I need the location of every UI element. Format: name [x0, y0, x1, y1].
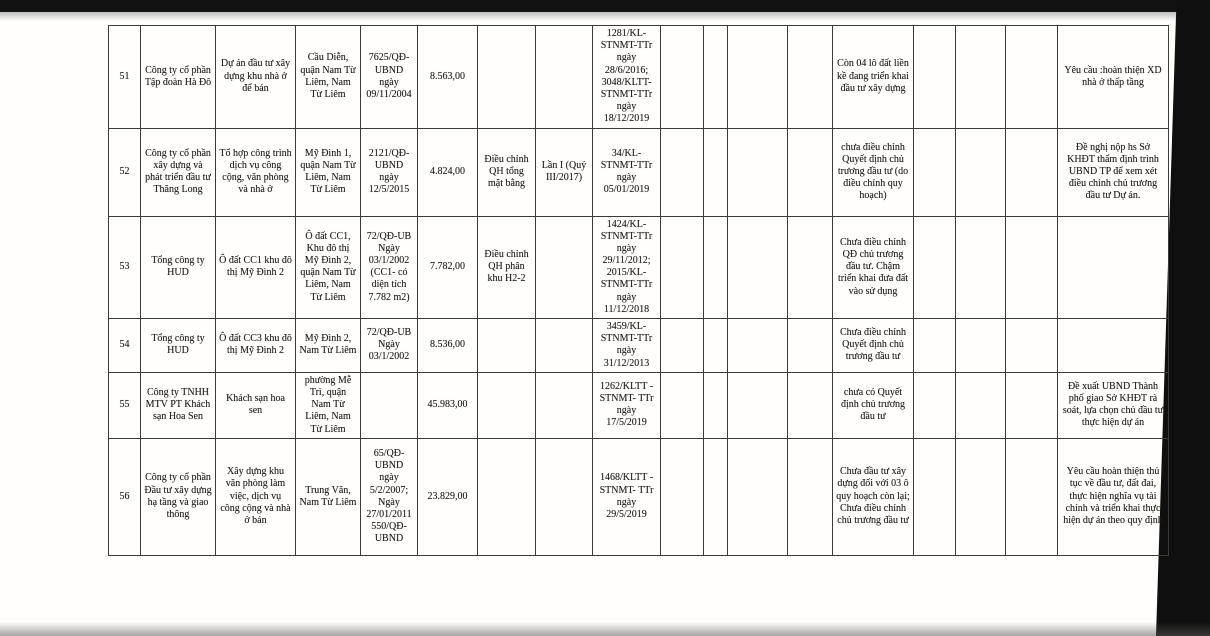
table-row	[109, 372, 1169, 438]
table-cell	[536, 216, 593, 319]
table-cell	[914, 26, 956, 129]
table-cell: chưa có Quyết định chủ trương đầu tư	[833, 372, 914, 438]
table-cell: Mỹ Đình 1, quận Nam Từ Liêm, Nam Từ Liêm	[296, 128, 361, 216]
table-cell	[956, 128, 1006, 216]
table-cell	[788, 372, 833, 438]
table-cell: Trung Văn, Nam Từ Liêm	[296, 438, 361, 555]
table-cell	[478, 372, 536, 438]
table-cell: Chưa điều chỉnh QĐ chủ trương đầu tư. Chậm triển khai đưa đất vào sử dụng	[833, 216, 914, 319]
table-cell: Công ty TNHH MTV PT Khách sạn Hoa Sen	[141, 372, 216, 438]
table-cell	[536, 438, 593, 555]
table-cell	[704, 438, 728, 555]
table-cell: 2121/QĐ-UBND ngày 12/5/2015	[361, 128, 418, 216]
table-cell: Chưa điều chỉnh Quyết định chủ trương đầu tư	[833, 319, 914, 373]
scan-bottom-shadow-artifact	[0, 622, 1210, 636]
table-cell: Công ty cổ phần Đầu tư xây dựng hạ tầng và giao thông	[141, 438, 216, 555]
table-cell	[536, 26, 593, 129]
table-cell: Ô đất CC1, Khu đô thị Mỹ Đình 2, quận Nam Từ Liêm, Nam Từ Liêm	[296, 216, 361, 319]
table-cell	[914, 216, 956, 319]
row-number-cell: 52	[109, 128, 141, 216]
table-cell: Đề xuất UBND Thành phố giao Sở KHĐT rà soát, lựa chọn chủ đầu tư thực hiện dự án	[1058, 372, 1169, 438]
table-cell: 45.983,00	[418, 372, 478, 438]
table-cell: 1424/KL-STNMT-TTr ngày 29/11/2012; 2015/KL-STNMT-TTr ngày 11/12/2018	[593, 216, 661, 319]
table-cell	[788, 438, 833, 555]
table-body	[109, 26, 1169, 556]
table-cell	[1058, 216, 1169, 319]
row-number-cell: 54	[109, 319, 141, 373]
table-cell	[788, 26, 833, 129]
table-cell: 4.824,00	[418, 128, 478, 216]
table-cell: Công ty cổ phần Tập đoàn Hà Đô	[141, 26, 216, 129]
table-cell	[661, 372, 704, 438]
table-cell	[478, 26, 536, 129]
table-cell	[788, 319, 833, 373]
table-cell: Đề nghị nộp hs Sở KHĐT thẩm định trình UBND TP để xem xét điều chỉnh chủ trương đầu tư Dự án.	[1058, 128, 1169, 216]
table-cell: 7.782,00	[418, 216, 478, 319]
table-cell	[728, 216, 788, 319]
projects-table	[108, 25, 1169, 556]
table-cell	[661, 26, 704, 129]
table-cell	[728, 372, 788, 438]
table-cell	[661, 128, 704, 216]
table-cell: 65/QĐ-UBND ngày 5/2/2007; Ngày 27/01/2011 550/QĐ-UBND	[361, 438, 418, 555]
table-cell	[661, 216, 704, 319]
table-cell: 8.563,00	[418, 26, 478, 129]
table-cell	[361, 372, 418, 438]
table-row	[109, 438, 1169, 555]
table-cell	[728, 26, 788, 129]
table-row	[109, 216, 1169, 319]
row-number-cell: 53	[109, 216, 141, 319]
table-cell: Mỹ Đình 2, Nam Từ Liêm	[296, 319, 361, 373]
table-cell	[704, 216, 728, 319]
table-cell	[914, 319, 956, 373]
table-cell: 1281/KL-STNMT-TTr ngày 28/6/2016; 3048/KLTT-STNMT-TTr ngày 18/12/2019	[593, 26, 661, 129]
table-cell: Công ty cổ phần xây dựng và phát triển đầu tư Thăng Long	[141, 128, 216, 216]
table-cell: 1262/KLTT -STNMT- TTr ngày 17/5/2019	[593, 372, 661, 438]
table-cell	[788, 128, 833, 216]
table-cell: Ô đất CC1 khu đô thị Mỹ Đình 2	[216, 216, 296, 319]
table-cell	[914, 438, 956, 555]
table-cell	[536, 319, 593, 373]
row-number-cell: 55	[109, 372, 141, 438]
table-cell: 7625/QĐ-UBND ngày 09/11/2004	[361, 26, 418, 129]
table-cell: Yêu cầu :hoàn thiện XD nhà ở thấp tầng	[1058, 26, 1169, 129]
table-cell	[704, 319, 728, 373]
table-cell: Điều chỉnh QH tổng mặt bằng	[478, 128, 536, 216]
table-cell	[728, 438, 788, 555]
table-cell: 72/QĐ-UB Ngày 03/1/2002	[361, 319, 418, 373]
table-cell: 34/KL-STNMT-TTr ngày 05/01/2019	[593, 128, 661, 216]
table-cell	[478, 438, 536, 555]
table-row	[109, 26, 1169, 129]
table-cell	[1006, 128, 1058, 216]
table-cell: Còn 04 lô đất liền kề đang triển khai đầu tư xây dựng	[833, 26, 914, 129]
table-cell: Yêu cầu hoàn thiện thủ tục về đầu tư, đất đai, thực hiện nghĩa vụ tài chính và triển khai thực hiện dự án theo quy định	[1058, 438, 1169, 555]
table-cell: chưa điều chỉnh Quyết định chủ trương đầu tư (do điều chỉnh quy hoạch)	[833, 128, 914, 216]
table-cell	[661, 319, 704, 373]
table-cell: Ô đất CC3 khu đô thị Mỹ Đình 2	[216, 319, 296, 373]
table-cell: 23.829,00	[418, 438, 478, 555]
table-row	[109, 319, 1169, 373]
table-cell: 1468/KLTT -STNMT- TTr ngày 29/5/2019	[593, 438, 661, 555]
table-cell	[914, 128, 956, 216]
table-row	[109, 128, 1169, 216]
table-cell	[956, 26, 1006, 129]
table-cell	[1006, 216, 1058, 319]
table-cell: Chưa đầu tư xây dựng đối với 03 ô quy hoạch còn lại; Chưa điều chỉnh chủ trương đầu tư	[833, 438, 914, 555]
table-cell	[956, 216, 1006, 319]
table-cell: Dự án đầu tư xây dựng khu nhà ở để bán	[216, 26, 296, 129]
table-cell	[914, 372, 956, 438]
table-cell	[956, 372, 1006, 438]
table-cell: 3459/KL-STNMT-TTr ngày 31/12/2013	[593, 319, 661, 373]
table-cell	[478, 319, 536, 373]
table-cell	[956, 438, 1006, 555]
table-cell	[704, 372, 728, 438]
table-cell	[728, 319, 788, 373]
table-cell: Điều chỉnh QH phân khu H2-2	[478, 216, 536, 319]
table-cell	[788, 216, 833, 319]
table-cell	[536, 372, 593, 438]
table-cell: phường Mễ Trì, quận Nam Từ Liêm, Nam Từ Liêm	[296, 372, 361, 438]
table-cell	[728, 128, 788, 216]
table-cell: Xây dựng khu văn phòng làm việc, dịch vụ công cộng và nhà ở bán	[216, 438, 296, 555]
table-cell: Khách sạn hoa sen	[216, 372, 296, 438]
table-cell: Tổng công ty HUD	[141, 216, 216, 319]
table-cell: Cầu Diễn, quận Nam Từ Liêm, Nam Từ Liêm	[296, 26, 361, 129]
table-cell	[956, 319, 1006, 373]
row-number-cell: 56	[109, 438, 141, 555]
table-cell	[1006, 319, 1058, 373]
table-cell	[1006, 372, 1058, 438]
row-number-cell: 51	[109, 26, 141, 129]
table-cell	[661, 438, 704, 555]
table-cell	[1058, 319, 1169, 373]
table-cell: 8.536,00	[418, 319, 478, 373]
scan-top-edge-artifact	[0, 0, 1210, 12]
table-cell	[704, 128, 728, 216]
table-cell	[1006, 26, 1058, 129]
table-cell: Tổng công ty HUD	[141, 319, 216, 373]
table-cell: Tổ hợp công trình dịch vụ công cộng, văn phòng và nhà ở	[216, 128, 296, 216]
table-cell: 72/QĐ-UB Ngày 03/1/2002 (CC1- có diện tích 7.782 m2)	[361, 216, 418, 319]
table-cell	[704, 26, 728, 129]
table-cell	[1006, 438, 1058, 555]
table-cell: Lần I (Quý III/2017)	[536, 128, 593, 216]
